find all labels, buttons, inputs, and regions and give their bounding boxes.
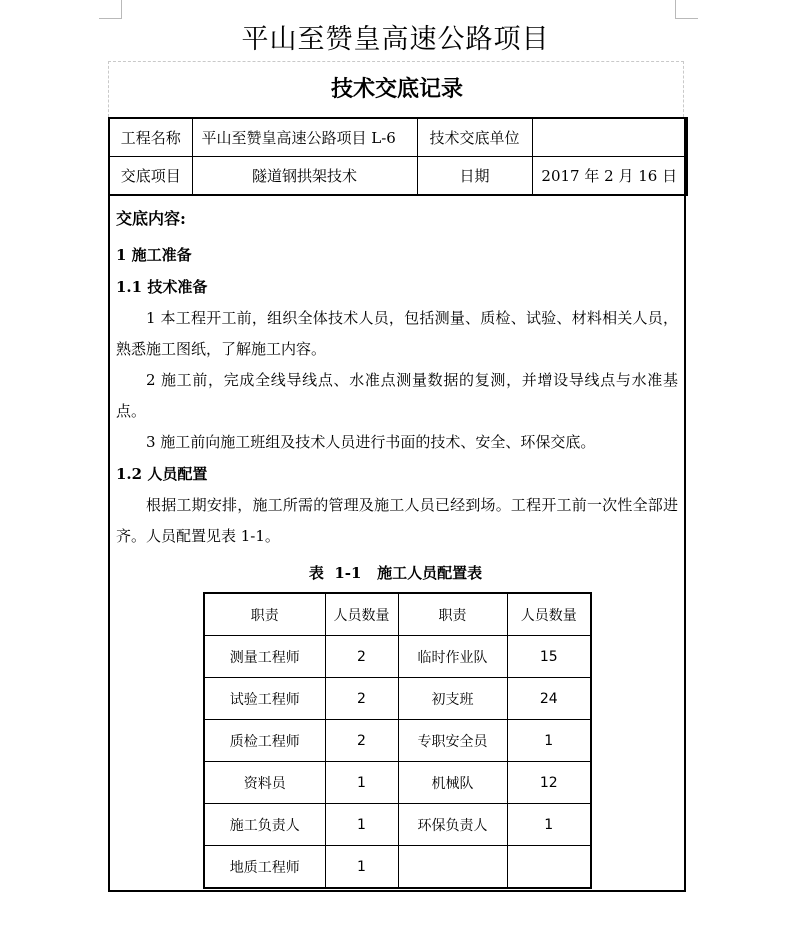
table-row xyxy=(204,678,591,720)
column-header: 人员数量 xyxy=(325,593,398,636)
column-header: 职责 xyxy=(204,593,325,636)
column-header: 人员数量 xyxy=(507,593,591,636)
table-cell: 资料员 xyxy=(204,762,325,804)
paragraph: 1 本工程开工前，组织全体技术人员，包括测量、质检、试验、材料相关人员，熟悉施工图纸，了解施工内容。 xyxy=(116,309,678,358)
table-cell: 环保负责人 xyxy=(398,804,507,846)
table-cell: 质检工程师 xyxy=(204,720,325,762)
content-body xyxy=(116,205,678,552)
table-cell: 1 xyxy=(507,804,591,846)
table-caption: 表 1-1 施工人员配置表 xyxy=(308,564,483,582)
date-label: 日期 xyxy=(417,157,532,196)
unit-label: 技术交底单位 xyxy=(417,118,532,157)
item-value: 隧道钢拱架技术 xyxy=(192,157,417,196)
table-cell: 2 xyxy=(325,720,398,762)
project-name-label: 工程名称 xyxy=(109,118,192,157)
table-cell: 12 xyxy=(507,762,591,804)
page-corner-mark-right xyxy=(675,0,698,19)
table-cell: 机械队 xyxy=(398,762,507,804)
unit-value xyxy=(532,118,687,157)
date-value: 2017 年 2 月 16 日 xyxy=(532,157,687,196)
staff-table xyxy=(203,592,592,889)
info-table xyxy=(108,117,688,196)
project-title: 平山至赞皇高速公路项目 xyxy=(241,24,550,55)
item-label: 交底项目 xyxy=(109,157,192,196)
table-row xyxy=(204,846,591,889)
paragraph: 2 施工前，完成全线导线点、水准点测量数据的复测，并增设导线点与水准基点。 xyxy=(116,371,678,420)
table-header-row xyxy=(204,593,591,636)
content-heading: 交底内容: xyxy=(116,209,186,228)
table-cell: 试验工程师 xyxy=(204,678,325,720)
paragraph: 3 施工前向施工班组及技术人员进行书面的技术、安全、环保交底。 xyxy=(146,433,596,451)
table-cell: 1 xyxy=(325,762,398,804)
table-cell: 1 xyxy=(325,804,398,846)
table-cell: 15 xyxy=(507,636,591,678)
table-cell: 测量工程师 xyxy=(204,636,325,678)
record-title: 技术交底记录 xyxy=(330,76,463,102)
table-row xyxy=(204,762,591,804)
table-cell: 24 xyxy=(507,678,591,720)
table-cell: 专职安全员 xyxy=(398,720,507,762)
table-row xyxy=(204,636,591,678)
project-name-value: 平山至赞皇高速公路项目 L-6 xyxy=(192,118,417,157)
table-cell: 1 xyxy=(325,846,398,889)
table-cell xyxy=(398,846,507,889)
section-heading: 1 施工准备 xyxy=(116,246,192,264)
column-header: 职责 xyxy=(398,593,507,636)
info-row xyxy=(109,157,687,196)
page-corner-mark-left xyxy=(99,0,122,19)
table-cell: 地质工程师 xyxy=(204,846,325,889)
table-cell: 初支班 xyxy=(398,678,507,720)
table-row xyxy=(204,720,591,762)
table-cell xyxy=(507,846,591,889)
subsection-heading: 1.1 技术准备 xyxy=(116,278,208,296)
subsection-heading: 1.2 人员配置 xyxy=(116,465,208,483)
table-cell: 1 xyxy=(507,720,591,762)
table-row xyxy=(204,804,591,846)
table-cell: 施工负责人 xyxy=(204,804,325,846)
table-cell: 2 xyxy=(325,678,398,720)
table-cell: 2 xyxy=(325,636,398,678)
table-cell: 临时作业队 xyxy=(398,636,507,678)
info-row xyxy=(109,118,687,157)
paragraph: 根据工期安排，施工所需的管理及施工人员已经到场。工程开工前一次性全部进齐。人员配置见表 1-1。 xyxy=(116,496,678,545)
